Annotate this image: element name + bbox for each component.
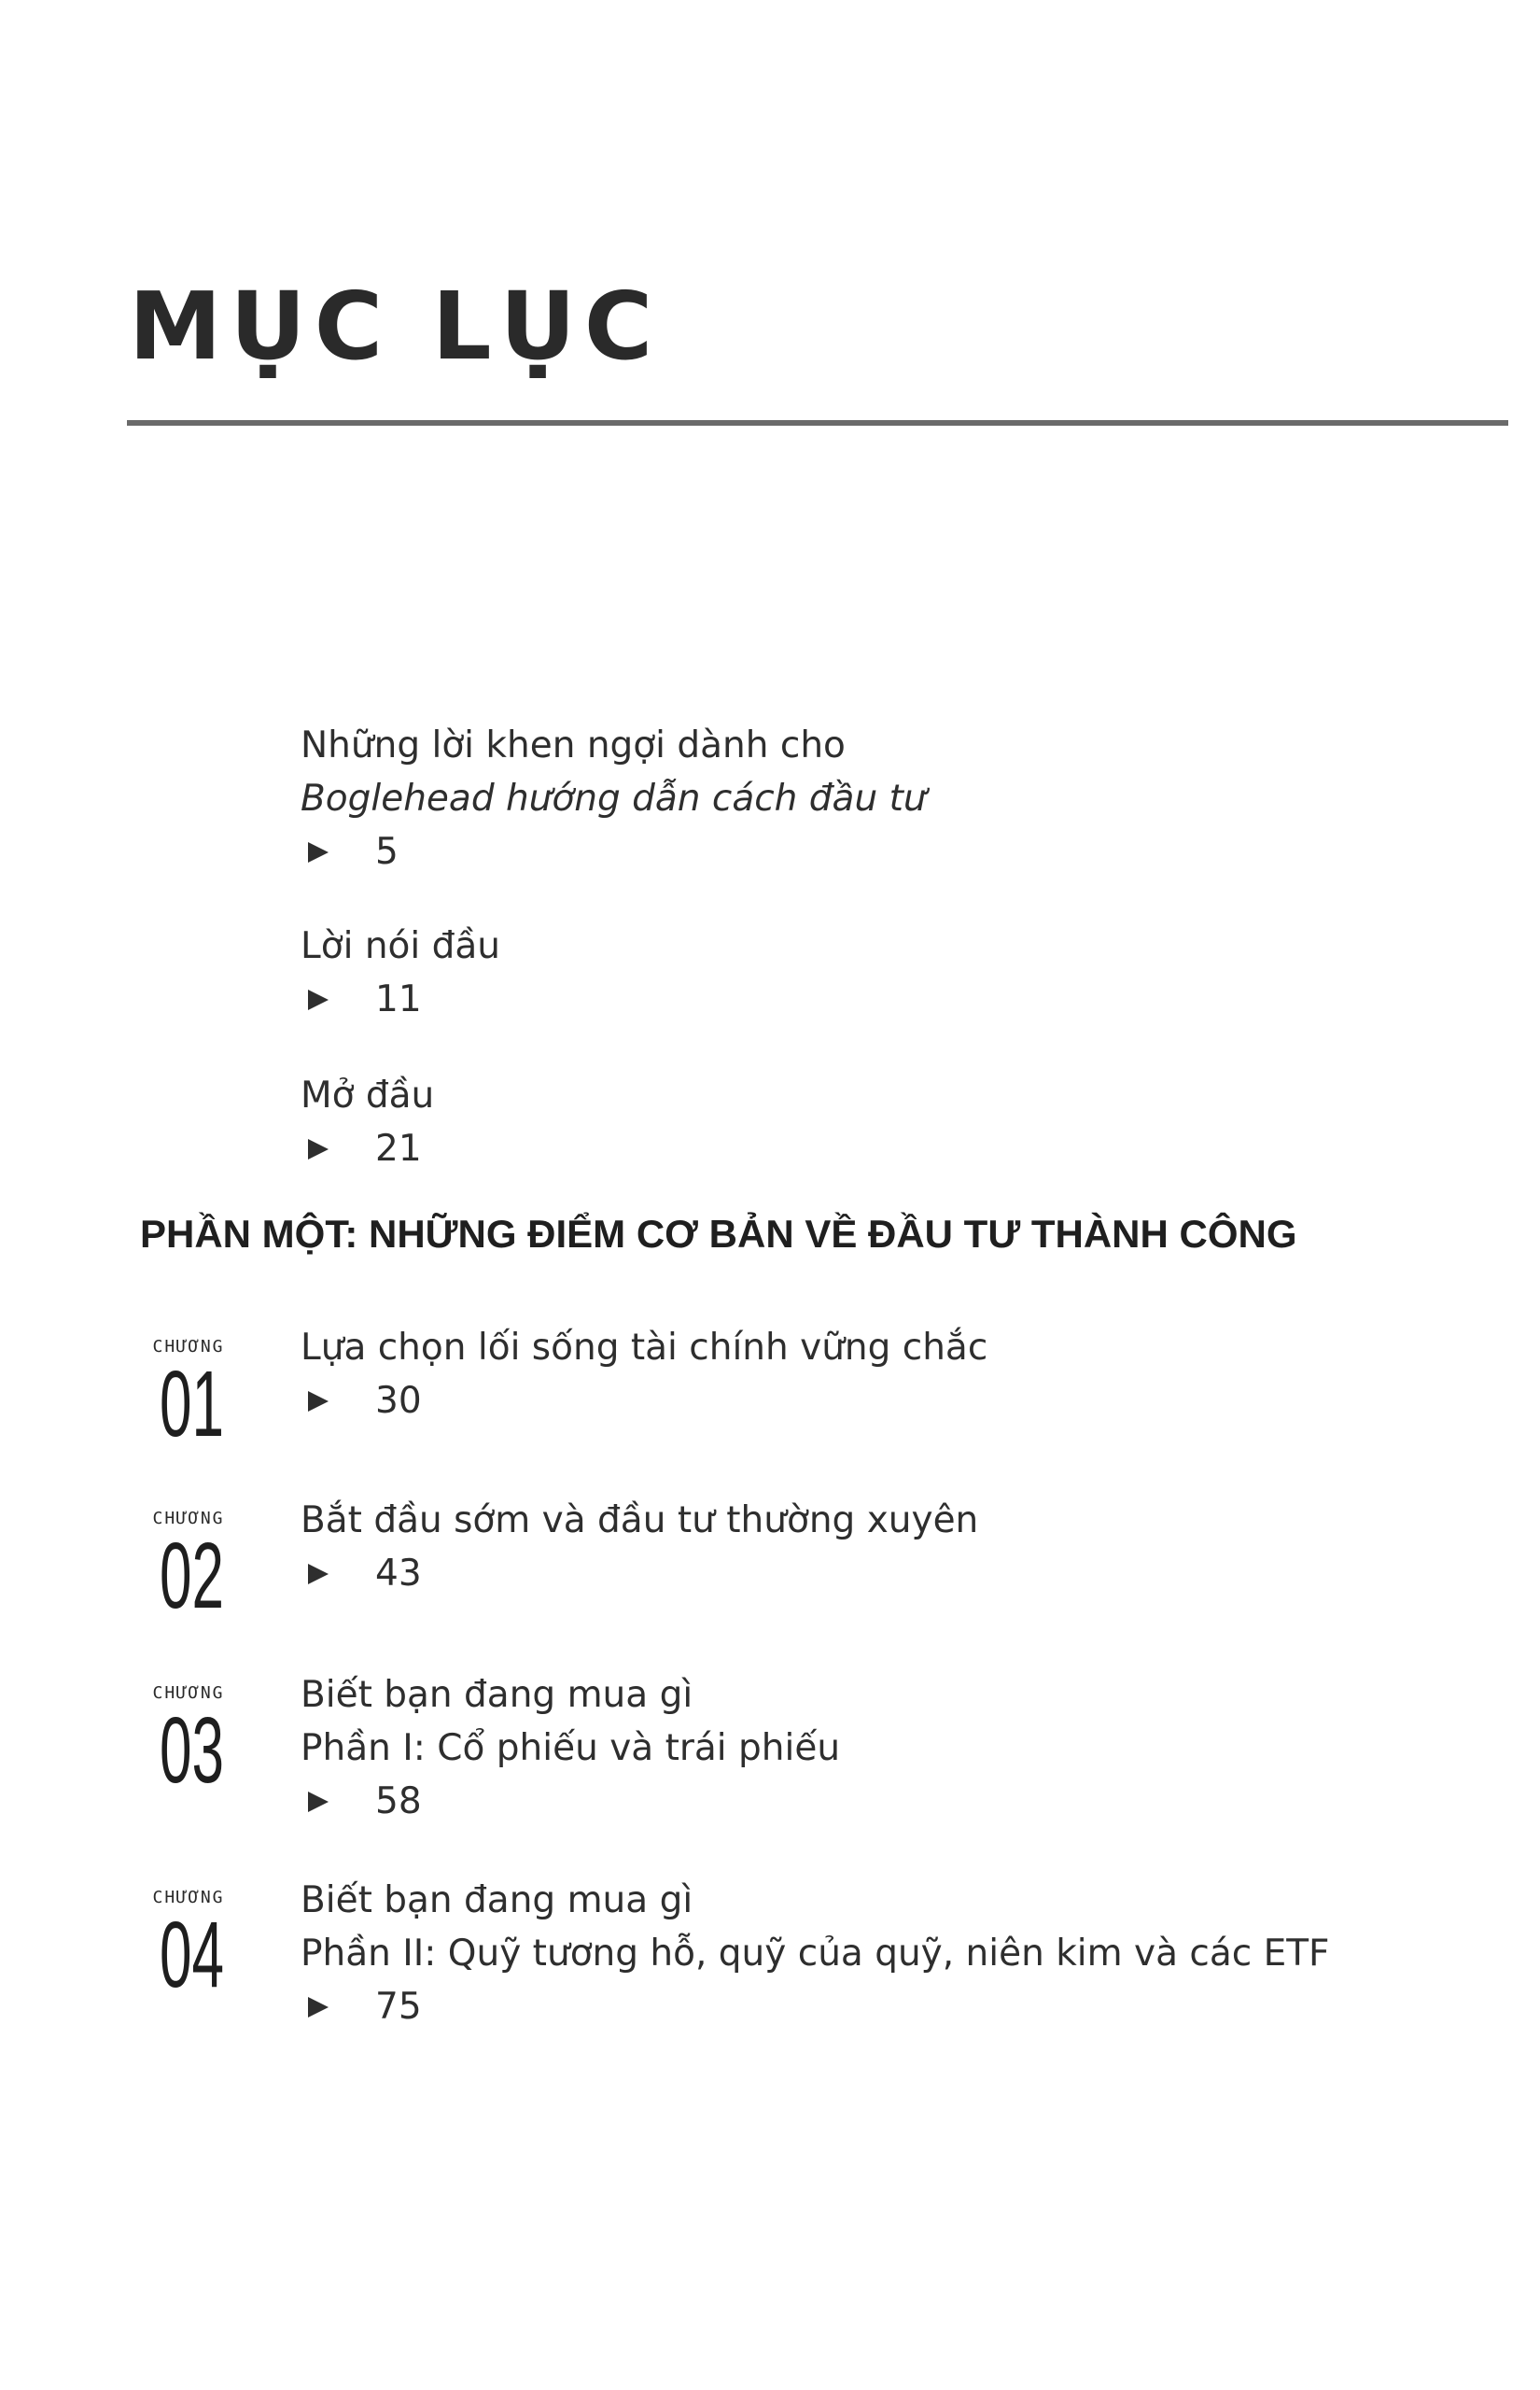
right-triangle-icon [308, 1139, 329, 1160]
entry-subtitle: Phần I: Cổ phiếu và trái phiếu [301, 1727, 841, 1769]
page-number: 21 [375, 1128, 422, 1170]
chapter-label [142, 1337, 235, 1456]
page-number: 75 [375, 1986, 422, 2028]
page-reference [301, 825, 927, 879]
toc-entry-chapter-01[interactable] [301, 1321, 987, 1427]
toc-entry-introduction[interactable] [301, 1069, 434, 1175]
entry-title: Những lời khen ngợi dành cho [301, 724, 846, 766]
right-triangle-icon [308, 842, 329, 863]
chapter-word: CHƯƠNG [152, 1683, 225, 1703]
right-triangle-icon [308, 1564, 329, 1584]
page-number: 30 [375, 1380, 422, 1422]
page-reference [301, 1122, 434, 1175]
right-triangle-icon [308, 990, 329, 1010]
entry-title: Lựa chọn lối sống tài chính vững chắc [301, 1327, 988, 1369]
chapter-label [142, 1509, 235, 1628]
entry-title: Mở đầu [301, 1075, 435, 1117]
chapter-word: CHƯƠNG [152, 1509, 225, 1528]
chapter-label [142, 1888, 235, 2007]
page-number: 43 [375, 1553, 422, 1595]
chapter-number: 04 [160, 1903, 224, 2007]
chapter-number: 02 [160, 1524, 224, 1628]
right-triangle-icon [308, 1997, 329, 2017]
page-reference [301, 1374, 987, 1427]
chapter-word: CHƯƠNG [152, 1888, 225, 1907]
chapter-number: 01 [160, 1352, 224, 1456]
toc-entry-praise[interactable] [301, 719, 927, 879]
page-number: 5 [375, 831, 399, 873]
chapter-number: 03 [160, 1698, 224, 1803]
entry-title: Biết bạn đang mua gì [301, 1674, 693, 1716]
entry-subtitle: Phần II: Quỹ tương hỗ, quỹ của quỹ, niên kim và các ETF [301, 1933, 1330, 1975]
title-divider [127, 420, 1508, 426]
toc-entry-chapter-02[interactable] [301, 1494, 978, 1600]
chapter-word: CHƯƠNG [152, 1337, 225, 1357]
toc-entry-foreword[interactable] [301, 920, 500, 1026]
page-number: 58 [375, 1780, 422, 1822]
page-reference [301, 1980, 1329, 2033]
toc-entry-chapter-03[interactable] [301, 1668, 840, 1828]
entry-title: Bắt đầu sớm và đầu tư thường xuyên [301, 1499, 979, 1541]
page-title: MỤC LỤC [129, 272, 662, 381]
part-heading: PHẦN MỘT: NHỮNG ĐIỂM CƠ BẢN VỀ ĐẦU TƯ THÀNH CÔNG [140, 1212, 1297, 1256]
page-reference [301, 973, 500, 1026]
entry-title: Lời nói đầu [301, 925, 501, 967]
chapter-label [142, 1683, 235, 1803]
right-triangle-icon [308, 1391, 329, 1412]
toc-entry-chapter-04[interactable] [301, 1874, 1329, 2033]
right-triangle-icon [308, 1792, 329, 1812]
page-reference [301, 1775, 840, 1828]
page-number: 11 [375, 978, 422, 1020]
entry-subtitle: Boglehead hướng dẫn cách đầu tư [301, 778, 927, 820]
page-reference [301, 1547, 978, 1600]
entry-title: Biết bạn đang mua gì [301, 1879, 693, 1921]
